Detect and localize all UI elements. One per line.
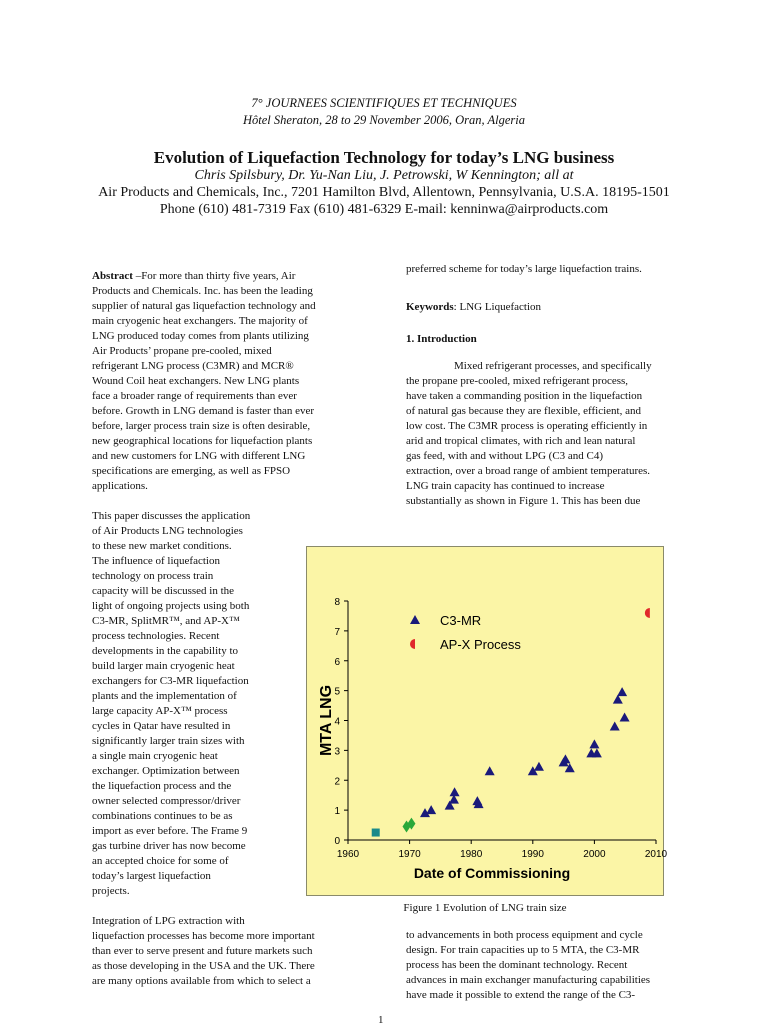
abstract-line: supplier of natural gas liquefaction technology and	[92, 300, 316, 312]
section-heading: 1. Introduction	[406, 333, 477, 345]
abstract-line: before, larger process train size is often desirable,	[92, 420, 311, 432]
y-tick-label: 6	[334, 656, 340, 668]
page-number: 1	[378, 1014, 384, 1026]
text-line: have taken a commanding position in the liquefaction	[406, 390, 643, 402]
y-axis-label: MTA LNG	[318, 684, 335, 757]
text-line: the propane pre-cooled, mixed refrigerant process,	[406, 375, 629, 387]
abstract-line: refrigerant LNG process (C3MR) and MCR®	[92, 360, 294, 372]
text-line: This paper discusses the application	[92, 510, 251, 522]
data-point	[426, 805, 436, 814]
legend-marker	[410, 615, 420, 624]
author-list	[0, 168, 768, 184]
text-line: as those developing in the USA and the UK. There	[92, 960, 315, 972]
paper-title: Evolution of Liquefaction Technology for today’s LNG business	[153, 148, 615, 167]
data-point	[450, 787, 460, 796]
abstract	[92, 269, 382, 494]
data-point	[610, 721, 620, 730]
text-line: liquefaction processes has become more important	[92, 930, 315, 942]
data-point	[645, 608, 650, 618]
text-line: exchanger. Optimization between	[92, 765, 240, 777]
text-line: projects.	[92, 885, 130, 897]
text-line: a single main cryogenic heat	[92, 750, 218, 762]
text-line: process has been the dominant technology. Recent	[406, 959, 628, 971]
body-paragraph-2	[92, 509, 297, 899]
abstract-line: specifications are emerging, as well as FPSO	[92, 465, 291, 477]
text-line: technology on process train	[92, 570, 214, 582]
text-line: LNG train capacity has continued to increase	[406, 480, 605, 492]
y-tick-label: 7	[334, 626, 340, 638]
abstract-line: Wound Coil heat exchangers. New LNG plants	[92, 375, 300, 387]
legend-label: AP-X Process	[440, 637, 521, 652]
x-tick-label: 2010	[644, 849, 668, 860]
text-line: to advancements in both process equipment and cycle	[406, 929, 643, 941]
text-line: an accepted choice for some of	[92, 855, 229, 867]
x-tick-label: 1970	[398, 849, 421, 860]
legend-marker	[410, 639, 415, 649]
text-line: The influence of liquefaction	[92, 555, 220, 567]
affiliation: Air Products and Chemicals, Inc., 7201 Hamilton Blvd, Allentown, Pennsylvania, U.S.A. 18195-1501	[98, 185, 670, 200]
data-point	[485, 766, 495, 775]
y-tick-label: 1	[334, 806, 340, 818]
text-line: exchangers for C3-MR liquefaction	[92, 675, 249, 687]
abstract-line	[92, 269, 382, 284]
legend-label: C3-MR	[440, 613, 482, 628]
text-line: process technologies. Recent	[92, 630, 220, 642]
text-line: owner selected compressor/driver	[92, 795, 241, 807]
text-line: are many options available from which to select a	[92, 975, 311, 987]
text-line: the liquefaction process and the	[92, 780, 232, 792]
authors-text: Chris Spilsbury, Dr. Yu-Nan Liu, J. Petrowski, W Kennington; all at	[194, 168, 574, 183]
abstract-line: LNG produced today comes from plants utilizing	[92, 330, 309, 342]
text-line: cycles in Qatar have resulted in	[92, 720, 231, 732]
keywords-label: Keywords	[406, 301, 454, 313]
y-tick-label: 0	[334, 836, 340, 847]
introduction-paragraph	[406, 359, 706, 509]
y-tick-label: 2	[334, 776, 340, 788]
right-column-top: preferred scheme for today’s large liquefaction trains.	[406, 263, 642, 275]
x-tick-label: 1960	[336, 849, 360, 860]
y-tick-label: 3	[334, 746, 340, 758]
data-point	[560, 754, 570, 763]
x-axis-label: Date of Commissioning	[413, 865, 571, 881]
text-line: plants and the implementation of	[92, 690, 237, 702]
text-line: low cost. The C3MR process is operating efficiently in	[406, 420, 648, 432]
figure-caption: Figure 1 Evolution of LNG train size	[403, 902, 567, 914]
abstract-line: and new customers for LNG with different LNG	[92, 450, 306, 462]
text-line: capacity will be discussed in the	[92, 585, 235, 597]
conference-name: 7° JOURNEES SCIENTIFIQUES ET TECHNIQUES	[251, 96, 517, 110]
text-line: light of ongoing projects using both	[92, 600, 250, 612]
text-line: build larger main cryogenic heat	[92, 660, 235, 672]
text-line: gas turbine driver has now become	[92, 840, 246, 852]
text-line: gas feed, with and without LPG (C3 and C4)	[406, 450, 604, 462]
abstract-line: main cryogenic heat exchangers. The majority of	[92, 315, 308, 327]
abstract-line: Air Products’ propane pre-cooled, mixed	[92, 345, 272, 357]
text-line: import as ever before. The Frame 9	[92, 825, 248, 837]
data-point	[372, 829, 380, 837]
text-line: advances in main exchanger manufacturing capabilities	[406, 974, 651, 986]
data-point	[620, 713, 630, 722]
keywords-text: : LNG Liquefaction	[453, 301, 542, 313]
text-line: design. For train capacities up to 5 MTA, the C3-MR	[406, 944, 640, 956]
body-paragraph-3	[92, 914, 382, 989]
y-tick-label: 5	[334, 686, 340, 698]
x-tick-label: 1980	[460, 849, 483, 860]
text-line: extraction, over a broad range of ambient temperatures.	[406, 465, 651, 477]
text-line: of natural gas because they are flexible, efficient, and	[406, 405, 641, 417]
text-line: C3-MR, SplitMR™, and AP-X™	[92, 615, 240, 627]
text-line: arid and tropical climates, with rich and lean natural	[406, 435, 636, 447]
text-line: substantially as shown in Figure 1. This has been due	[406, 495, 641, 507]
text-line: today’s largest liquefaction	[92, 870, 211, 882]
right-column-bottom	[406, 928, 706, 1003]
abstract-line: new geographical locations for liquefaction plants	[92, 435, 313, 447]
abstract-text: –For more than thirty five years, Air	[132, 270, 296, 282]
text-line: of Air Products LNG technologies	[92, 525, 243, 537]
x-tick-label: 2000	[583, 849, 606, 860]
chart-svg	[307, 547, 668, 895]
text-line: significantly larger train sizes with	[92, 735, 245, 747]
text-line: have made it possible to extend the range of the C3-	[406, 989, 636, 1001]
keywords	[406, 300, 706, 315]
abstract-line: face a broader range of requirements than ever	[92, 390, 297, 402]
figure-1-chart	[306, 546, 668, 896]
y-tick-label: 8	[334, 597, 340, 608]
text-line: to these new market conditions.	[92, 540, 232, 552]
contact-info: Phone (610) 481-7319 Fax (610) 481-6329 E-mail: kenninwa@airproducts.com	[159, 202, 609, 217]
data-point	[589, 739, 599, 748]
data-point	[617, 687, 627, 696]
abstract-line: before. Growth in LNG demand is faster than ever	[92, 405, 315, 417]
text-line: combinations continues to be as	[92, 810, 233, 822]
text-line: developments in the capability to	[92, 645, 239, 657]
abstract-line: applications.	[92, 480, 148, 492]
text-line: than ever to serve present and future markets such	[92, 945, 313, 957]
y-tick-label: 4	[334, 716, 340, 728]
text-line: Integration of LPG extraction with	[92, 915, 245, 927]
text-line: Mixed refrigerant processes, and specifically	[454, 360, 652, 372]
conference-venue: Hôtel Sheraton, 28 to 29 November 2006, Oran, Algeria	[242, 113, 526, 127]
data-point	[534, 762, 544, 771]
x-tick-label: 1990	[521, 849, 544, 860]
text-line: large capacity AP-X™ process	[92, 705, 228, 717]
abstract-label: Abstract	[92, 270, 133, 282]
abstract-line: Products and Chemicals. Inc. has been the leading	[92, 285, 313, 297]
